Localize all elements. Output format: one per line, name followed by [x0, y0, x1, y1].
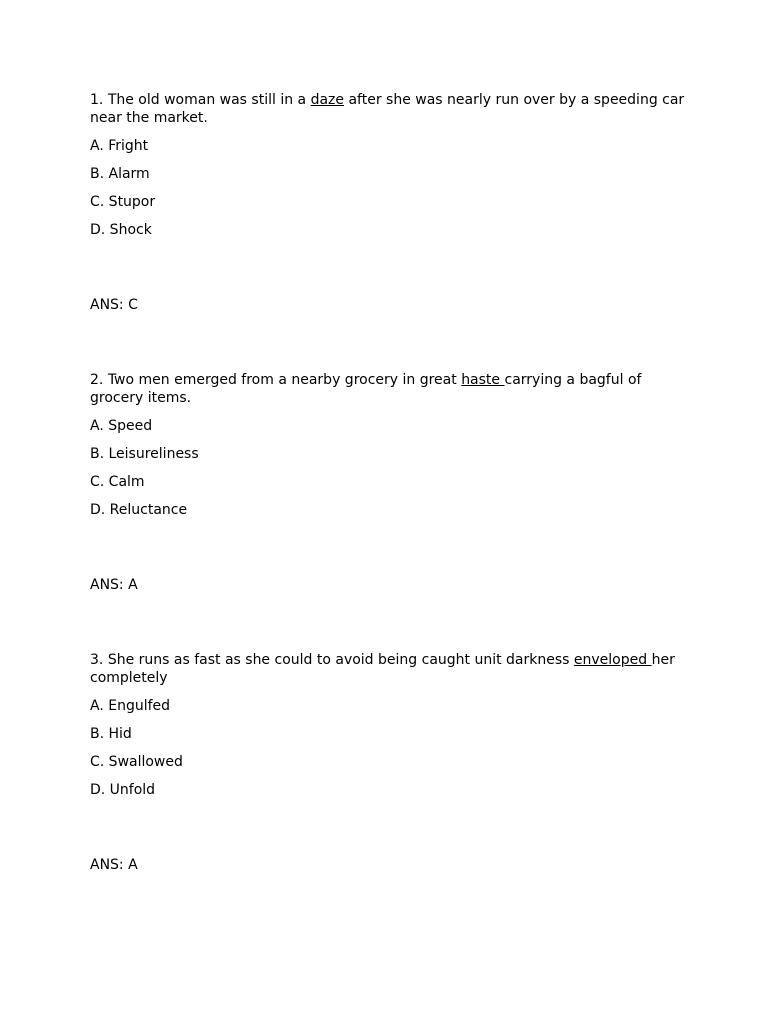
stem-text-before: The old woman was still in a	[107, 92, 311, 108]
option-c: C. Swallowed	[90, 754, 183, 770]
answer-text: ANS: C	[90, 297, 138, 313]
question-spacer	[90, 314, 690, 371]
question-number: 2.	[90, 372, 108, 388]
underlined-word: haste	[461, 372, 505, 388]
option-b: B. Alarm	[90, 166, 150, 182]
question-spacer	[90, 594, 690, 651]
question-stem	[90, 371, 690, 407]
stem-text-after: after she was nearly run over by a speeding car near the market.	[90, 92, 685, 126]
question-stem	[90, 651, 690, 687]
question-number: 1.	[90, 92, 108, 108]
answer-text: ANS: A	[90, 577, 138, 593]
stem-text-after: her completely	[90, 652, 675, 686]
option-a: A. Speed	[90, 418, 153, 434]
stem-text-after: carrying a bagful of grocery items.	[90, 372, 642, 406]
option-b: B. Leisureliness	[90, 446, 199, 462]
underlined-word: enveloped	[573, 652, 652, 668]
option-c: C. Stupor	[90, 194, 156, 210]
question-2	[90, 371, 690, 594]
option-d: D. Unfold	[90, 782, 156, 798]
option-a: A. Engulfed	[90, 698, 171, 714]
stem-text-before: She runs as fast as she could to avoid being caught unit darkness	[107, 652, 574, 668]
question-3	[90, 651, 690, 874]
document-page	[90, 91, 690, 874]
answer-text: ANS: A	[90, 857, 138, 873]
option-b: B. Hid	[90, 726, 132, 742]
option-d: D. Shock	[90, 222, 152, 238]
option-c: C. Calm	[90, 474, 145, 490]
question-number: 3.	[90, 652, 108, 668]
stem-text-before: Two men emerged from a nearby grocery in great	[107, 372, 462, 388]
option-a: A. Fright	[90, 138, 149, 154]
option-d: D. Reluctance	[90, 502, 188, 518]
question-1	[90, 91, 690, 314]
underlined-word: daze	[310, 92, 345, 108]
question-stem	[90, 91, 690, 127]
